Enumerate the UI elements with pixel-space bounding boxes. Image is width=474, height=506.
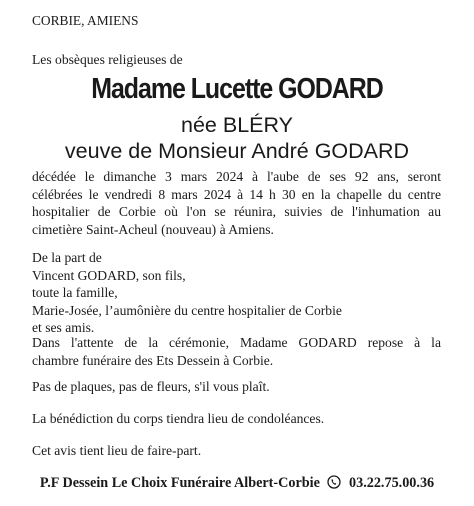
funeral-home-phone: 03.22.75.00.36 xyxy=(349,475,435,491)
intro-text: Les obsèques religieuses de xyxy=(32,52,183,67)
location-header: CORBIE, AMIENS xyxy=(32,13,139,28)
waiting-paragraph xyxy=(32,334,441,369)
blessing-text: La bénédiction du corps tiendra lieu de condoléances. xyxy=(32,411,325,426)
widow-of: veuve de Monsieur André GODARD xyxy=(64,139,410,163)
deceased-name: Madame Lucette GODARD xyxy=(91,73,383,105)
maiden-name: née BLÉRY xyxy=(181,113,293,137)
ceremony-line: cimetière Saint-Acheul (nouveau) à Amiens. xyxy=(32,221,274,237)
notice-text: Cet avis tient lieu de faire-part. xyxy=(32,443,202,458)
no-flowers-paragraph xyxy=(32,378,441,396)
blessing-paragraph xyxy=(32,410,441,428)
family-line: De la part de xyxy=(32,250,102,265)
notice-paragraph xyxy=(32,442,441,460)
ceremony-paragraph xyxy=(32,168,441,238)
waiting-line: chambre funéraire des Ets Dessein à Corbie. xyxy=(32,352,274,368)
family-line: Vincent GODARD, son fils, xyxy=(32,267,186,283)
funeral-home-name: P.F Dessein Le Choix Funéraire Albert-Corbie xyxy=(39,475,320,491)
family-line: et ses amis. xyxy=(32,320,95,335)
no-flowers-text: Pas de plaques, pas de fleurs, s'il vous plaît. xyxy=(32,379,270,394)
family-line: Marie-Josée, l’aumônière du centre hospitalier de Corbie xyxy=(32,302,342,318)
ceremony-line: décédée le dimanche 3 mars 2024 à l'aube de ses 92 ans, seront xyxy=(32,169,441,184)
ceremony-line: hospitalier de Corbie où l'on se réunira, suivies de l'inhumation au xyxy=(32,204,441,219)
phone-icon xyxy=(327,475,341,489)
family-paragraph xyxy=(32,249,441,337)
family-line: toute la famille, xyxy=(32,285,118,300)
waiting-line: Dans l'attente de la cérémonie, Madame GODARD repose à la xyxy=(32,335,441,350)
funeral-home-footer xyxy=(0,474,474,492)
ceremony-line: célébrées le vendredi 8 mars 2024 à 14 h 30 en la chapelle du centre xyxy=(32,186,441,202)
